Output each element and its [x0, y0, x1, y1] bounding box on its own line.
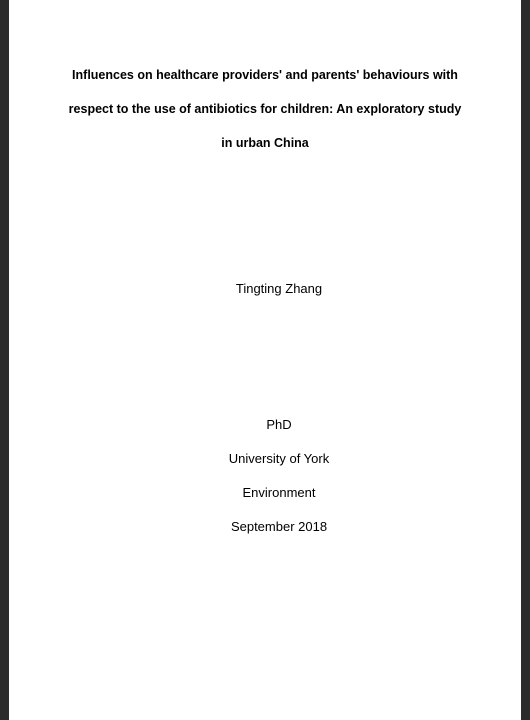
submission-date: September 2018 — [230, 519, 328, 534]
university: University of York — [228, 451, 330, 466]
degree: PhD — [266, 417, 292, 432]
author-name: Tingting Zhang — [235, 281, 323, 296]
viewer-right-edge — [521, 0, 530, 720]
department: Environment — [242, 485, 316, 500]
thesis-title-line-2: respect to the use of antibiotics for children: An exploratory study — [68, 102, 462, 116]
thesis-title-line-1: Influences on healthcare providers' and parents' behaviours with — [72, 68, 458, 82]
title-page — [9, 0, 521, 720]
thesis-title-line-3: in urban China — [221, 136, 309, 150]
